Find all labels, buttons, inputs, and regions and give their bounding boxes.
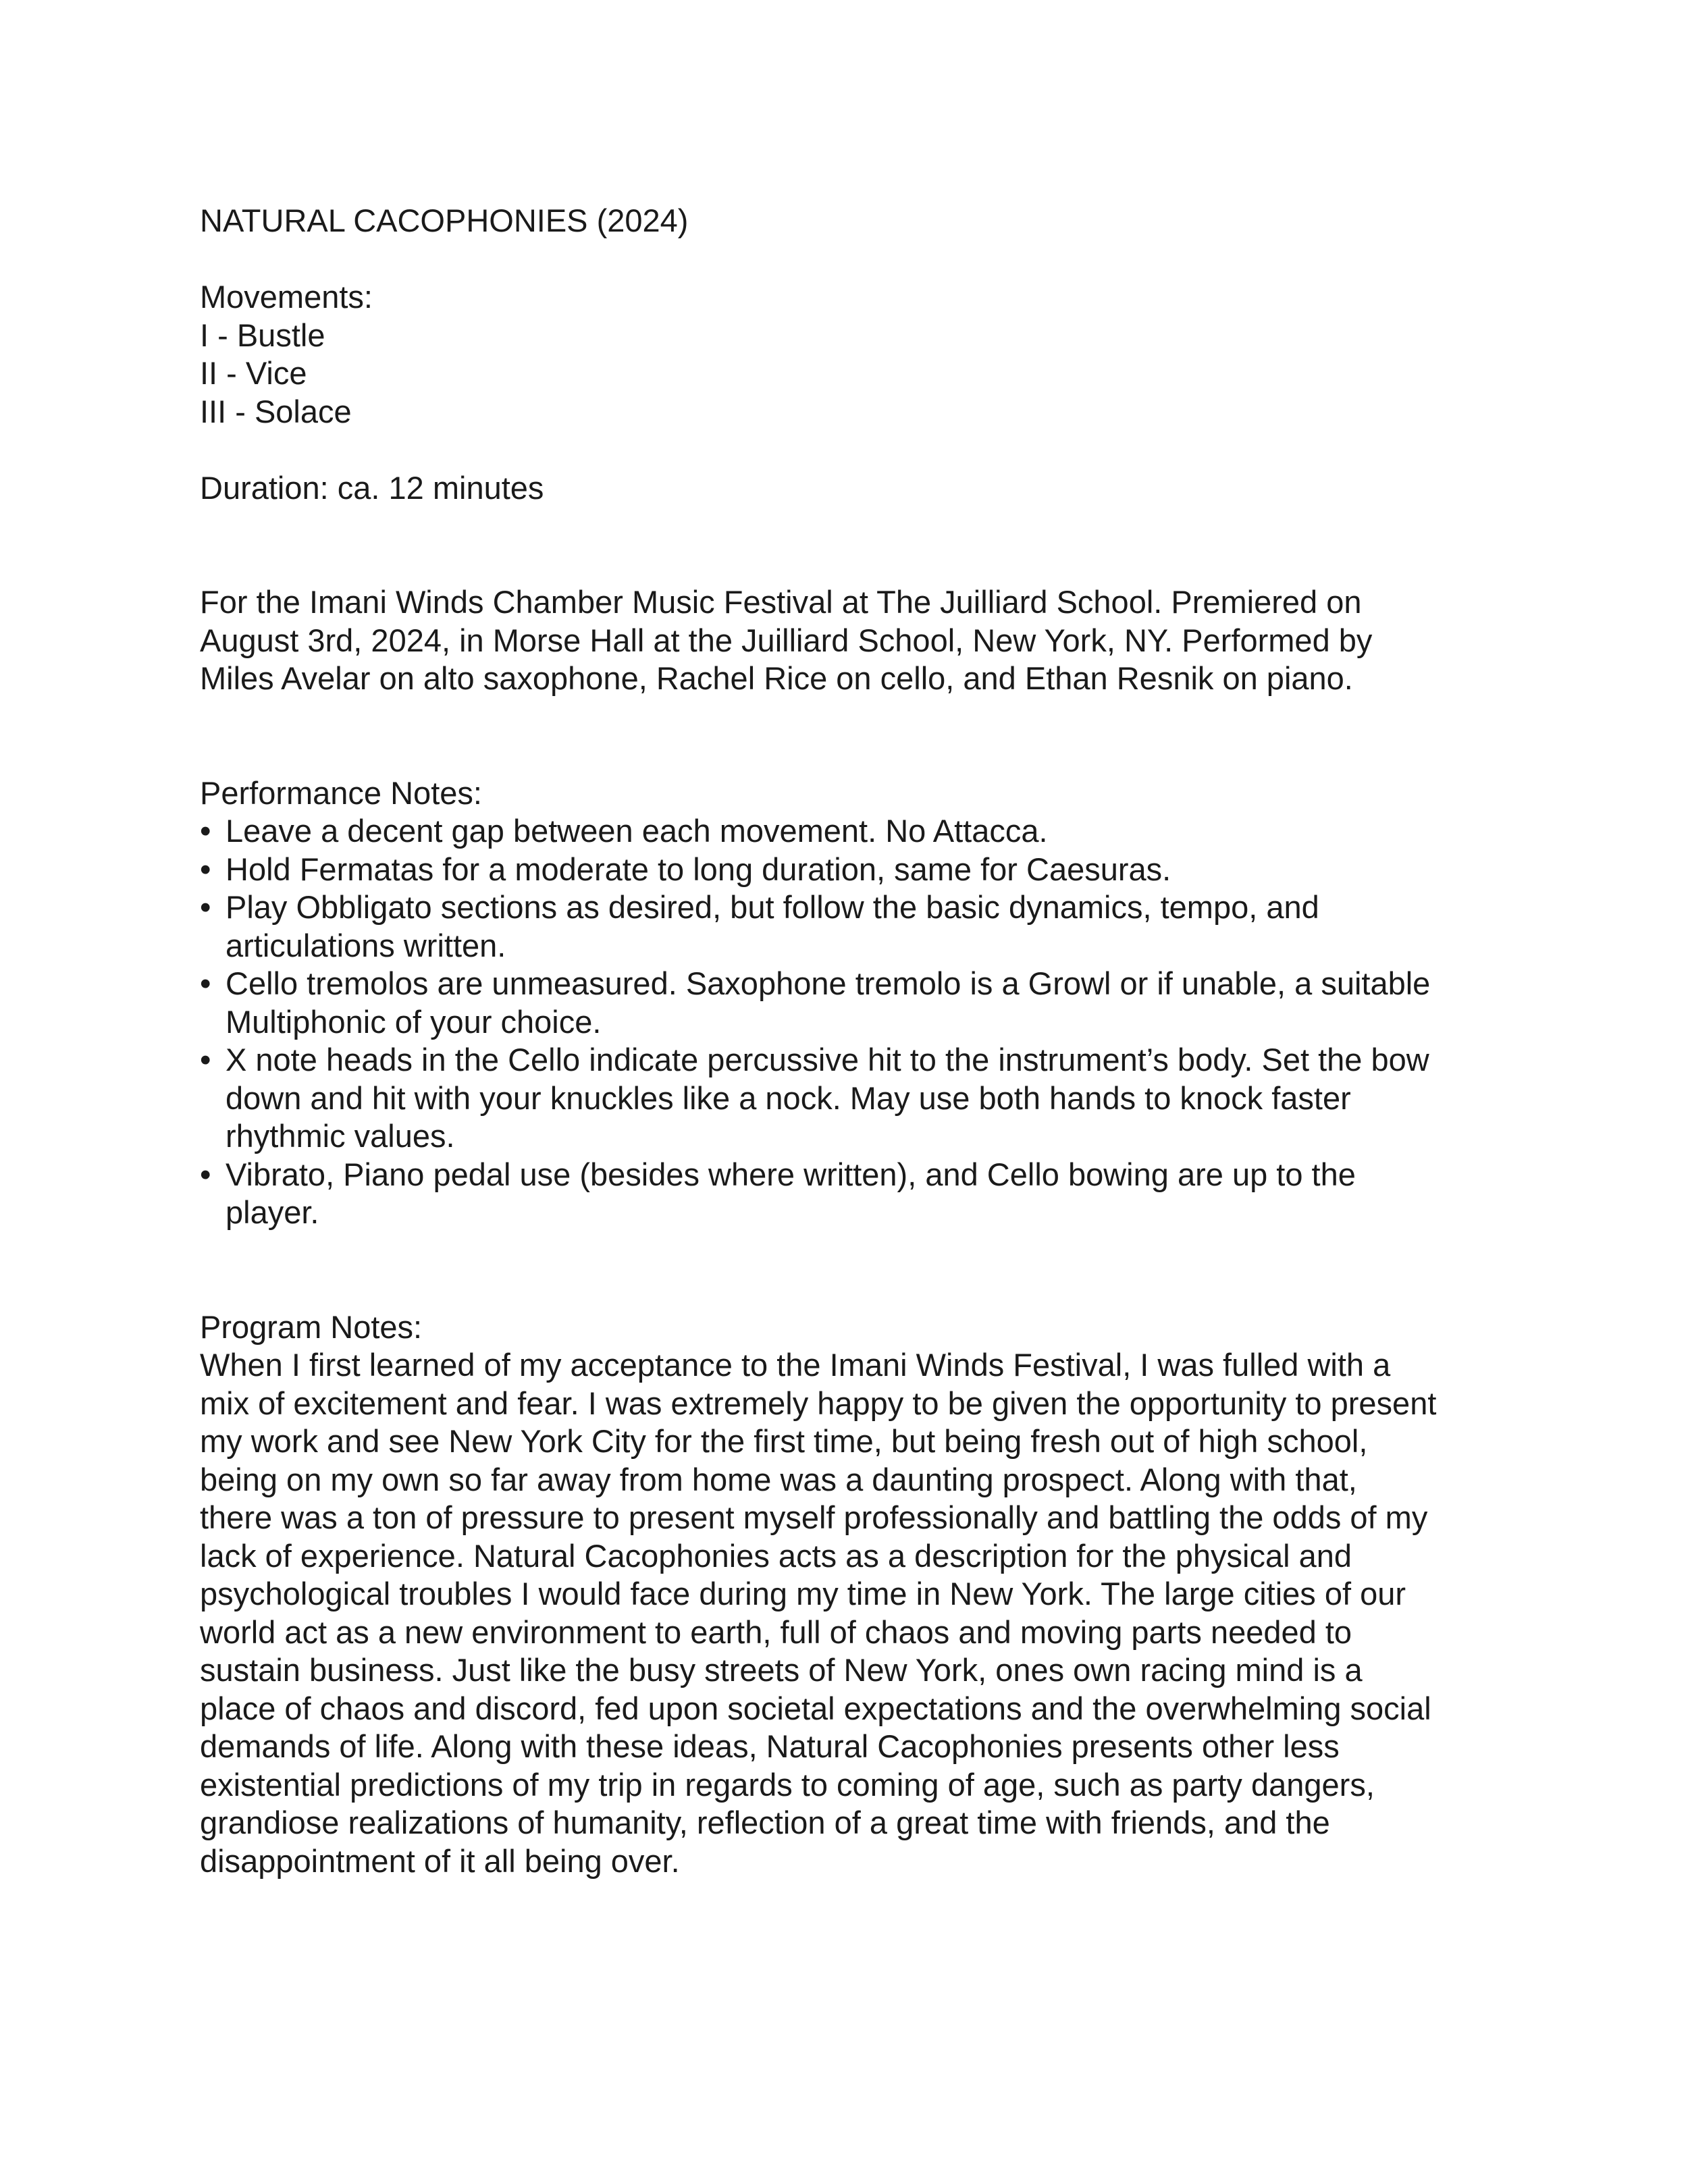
program-line: world act as a new environment to earth, full of chaos and moving parts needed to bbox=[200, 1614, 1352, 1650]
bullet-icon: • bbox=[200, 965, 211, 1001]
list-item bbox=[200, 1156, 1510, 1232]
note-line: down and hit with your knuckles like a nock. May use both hands to knock faster bbox=[226, 1080, 1351, 1116]
spacer bbox=[200, 240, 1510, 279]
program-line: When I first learned of my acceptance to the Imani Winds Festival, I was fulled with a bbox=[200, 1347, 1391, 1383]
movement-item: I - Bustle bbox=[200, 317, 325, 353]
list-item bbox=[200, 888, 1510, 965]
list-item bbox=[200, 812, 1510, 851]
program-line: psychological troubles I would face during my time in New York. The large cities of our bbox=[200, 1576, 1406, 1612]
note-line: Play Obbligato sections as desired, but follow the basic dynamics, tempo, and bbox=[226, 889, 1319, 925]
list-item bbox=[200, 965, 1510, 1041]
premiere-line: For the Imani Winds Chamber Music Festival at The Juilliard School. Premiered on bbox=[200, 584, 1362, 620]
document-body bbox=[200, 202, 1510, 1880]
note-line: X note heads in the Cello indicate percussive hit to the instrument’s body. Set the bow bbox=[226, 1042, 1429, 1077]
program-line: being on my own so far away from home was a daunting prospect. Along with that, bbox=[200, 1461, 1357, 1497]
movements-heading: Movements: bbox=[200, 279, 373, 315]
performance-notes-heading: Performance Notes: bbox=[200, 774, 482, 811]
program-notes-heading: Program Notes: bbox=[200, 1308, 423, 1345]
list-item bbox=[200, 851, 1510, 889]
program-line: disappointment of it all being over. bbox=[200, 1842, 680, 1879]
spacer bbox=[200, 431, 1510, 469]
note-line: Leave a decent gap between each movement. No Attacca. bbox=[226, 813, 1048, 849]
movement-item: II - Vice bbox=[200, 355, 307, 391]
premiere-line: August 3rd, 2024, in Morse Hall at the Juilliard School, New York, NY. Performed by bbox=[200, 622, 1373, 658]
note-line: Hold Fermatas for a moderate to long duration, same for Caesuras. bbox=[226, 851, 1171, 887]
list-item bbox=[200, 1041, 1510, 1156]
bullet-icon: • bbox=[200, 813, 211, 849]
bullet-icon: • bbox=[200, 851, 211, 887]
program-line: sustain business. Just like the busy streets of New York, ones own racing mind is a bbox=[200, 1652, 1363, 1688]
note-line: rhythmic values. bbox=[226, 1118, 455, 1154]
bullet-icon: • bbox=[200, 889, 211, 925]
premiere-paragraph bbox=[200, 583, 1510, 698]
spacer bbox=[200, 507, 1510, 583]
program-line: lack of experience. Natural Cacophonies acts as a description for the physical and bbox=[200, 1537, 1352, 1574]
spacer bbox=[200, 698, 1510, 774]
note-line: player. bbox=[226, 1194, 319, 1230]
note-line: Multiphonic of your choice. bbox=[226, 1003, 602, 1040]
program-line: mix of excitement and fear. I was extremely happy to be given the opportunity to present bbox=[200, 1385, 1437, 1421]
note-line: articulations written. bbox=[226, 927, 506, 963]
performance-notes-list bbox=[200, 812, 1510, 1232]
program-line: my work and see New York City for the first time, but being fresh out of high school, bbox=[200, 1423, 1368, 1459]
spacer bbox=[200, 1232, 1510, 1308]
program-line: existential predictions of my trip in regards to coming of age, such as party dangers, bbox=[200, 1766, 1375, 1803]
movement-item: III - Solace bbox=[200, 393, 352, 429]
document-title: NATURAL CACOPHONIES (2024) bbox=[200, 203, 689, 238]
note-line: Vibrato, Piano pedal use (besides where written), and Cello bowing are up to the bbox=[226, 1156, 1356, 1192]
duration-text: Duration: ca. 12 minutes bbox=[200, 469, 544, 506]
program-line: there was a ton of pressure to present myself professionally and battling the odds of my bbox=[200, 1499, 1428, 1535]
note-line: Cello tremolos are unmeasured. Saxophone tremolo is a Growl or if unable, a suitable bbox=[226, 965, 1431, 1001]
bullet-icon: • bbox=[200, 1156, 211, 1192]
program-line: grandiose realizations of humanity, reflection of a great time with friends, and the bbox=[200, 1805, 1330, 1840]
program-notes-paragraph bbox=[200, 1346, 1510, 1880]
bullet-icon: • bbox=[200, 1042, 211, 1077]
program-line: demands of life. Along with these ideas, Natural Cacophonies presents other less bbox=[200, 1728, 1340, 1764]
premiere-line: Miles Avelar on alto saxophone, Rachel Rice on cello, and Ethan Resnik on piano. bbox=[200, 660, 1353, 696]
program-line: place of chaos and discord, fed upon societal expectations and the overwhelming social bbox=[200, 1690, 1431, 1726]
